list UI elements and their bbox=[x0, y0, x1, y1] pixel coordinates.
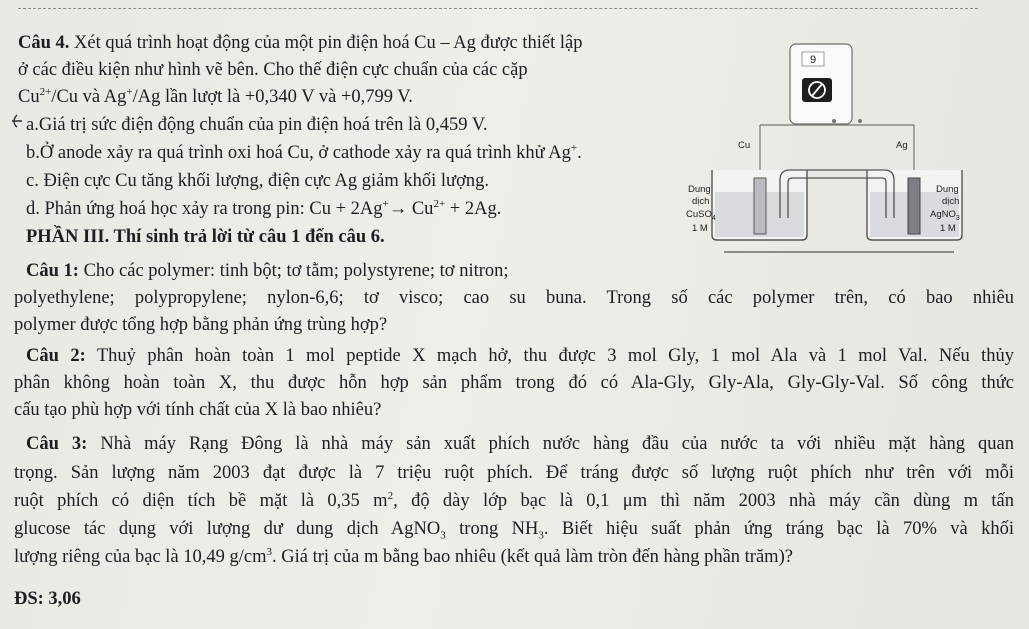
q2-line-3 bbox=[14, 398, 381, 422]
q2-text-1: Thuỷ phân hoàn toàn 1 mol peptide X mạch hở, thu được 3 mol Gly, 1 mol Ala và 1 mol Val. Nếu thủy bbox=[96, 346, 1015, 366]
voltmeter-symbol: 9 bbox=[810, 54, 817, 66]
q1-line-2 bbox=[14, 286, 1014, 310]
q4-text-2: ở các điều kiện như hình vẽ bên. Cho thế điện cực chuẩn của các cặp bbox=[18, 60, 528, 80]
answer bbox=[14, 587, 81, 611]
q4-option-d-end: + 2Ag. bbox=[445, 199, 502, 219]
q3-text-5a: lượng riêng của bạc là 10,49 g/cm bbox=[14, 547, 267, 567]
q1-label: Câu 1: bbox=[26, 261, 79, 281]
q4-couple2-sup: + bbox=[126, 85, 133, 98]
right-solution-label-4: 1 M bbox=[940, 223, 956, 234]
q3-text-2: trọng. Sản lượng năm 2003 đạt được là 7 triệu ruột phích. Để tráng được số lượng ruột phích như trên với mỗi bbox=[14, 463, 1014, 483]
q3-label: Câu 3: bbox=[26, 434, 88, 454]
right-solution-label-1: Dung bbox=[936, 184, 959, 195]
q4-text-3: /Ag lần lượt là +0,340 V và +0,799 V. bbox=[132, 87, 413, 107]
right-solution-subscript: 3 bbox=[955, 215, 960, 222]
q3-text-4a: glucose tác dụng với lượng dư dung dịch AgNO bbox=[14, 519, 441, 539]
right-solution-label-2: dịch bbox=[942, 196, 960, 207]
ag-electrode bbox=[908, 178, 920, 234]
q3-line-5 bbox=[14, 545, 793, 569]
q4-label: Câu 4. bbox=[18, 33, 70, 53]
q3-text-5b: . Giá trị của m bằng bao nhiêu (kết quả làm tròn đến hàng phần trăm)? bbox=[272, 547, 793, 567]
q3-text-1: Nhà máy Rạng Đông là nhà máy sản xuất phích nước hàng đầu của nước ta với nhiều mặt hàng quan bbox=[100, 434, 1015, 454]
q4-option-d-mid: Cu bbox=[407, 199, 434, 219]
q4-option-b bbox=[26, 141, 582, 165]
right-solution-formula: AgNO bbox=[930, 209, 956, 220]
left-solution-label-3 bbox=[686, 209, 716, 222]
cu-electrode bbox=[754, 178, 766, 234]
q2-label: Câu 2: bbox=[26, 346, 86, 366]
top-dashed-rule bbox=[18, 8, 978, 9]
q3-line-4 bbox=[14, 517, 1014, 541]
q2-line-2 bbox=[14, 371, 1014, 395]
q3-text-5-sup: 3 bbox=[266, 545, 273, 558]
galvanic-cell-diagram bbox=[684, 30, 984, 262]
q3-line-1 bbox=[26, 432, 1014, 456]
q4-couple1: Cu bbox=[18, 87, 40, 107]
q4-option-a-text: a.Giá trị sức điện động chuẩn của pin điện hoá trên là 0,459 V. bbox=[26, 115, 488, 135]
q4-option-b-end: . bbox=[577, 143, 582, 163]
q4-option-b-sup: + bbox=[570, 141, 578, 154]
q1-text-2: polyethylene; polypropylene; nylon-6,6; tơ visco; cao su buna. Trong số các polymer trên, có bao nhiêu bbox=[14, 288, 1014, 308]
wire-node-1 bbox=[832, 119, 836, 123]
q4-line-1 bbox=[18, 31, 582, 55]
q4-couple1-rest: /Cu và Ag bbox=[51, 87, 127, 107]
q4-option-c bbox=[26, 169, 489, 193]
left-solution-label-2: dịch bbox=[692, 196, 710, 207]
q3-line-2 bbox=[14, 461, 1014, 485]
q3-text-4b: trong NH bbox=[445, 519, 539, 539]
q2-text-3: cấu tạo phù hợp với tính chất của X là bao nhiêu? bbox=[14, 400, 382, 420]
q1-line-1 bbox=[26, 259, 509, 283]
part-3-heading bbox=[26, 225, 385, 249]
pen-mark-icon bbox=[10, 113, 24, 129]
q3-text-4c: . Biết hiệu suất phản ứng tráng bạc là 70% và khối bbox=[543, 519, 1014, 539]
left-solution-label-4: 1 M bbox=[692, 223, 708, 234]
q2-text-2: phân không hoàn toàn X, thu được hỗn hợp sản phẩm trong đó có Ala-Gly, Gly-Ala, Gly-Gly-Val. Số công thức bbox=[14, 373, 1014, 393]
q4-line-2 bbox=[18, 58, 528, 82]
q3-text-3b: , độ dày lớp bạc là 0,1 μm thì năm 2003 nhà máy cần dùng m tấn bbox=[393, 491, 1015, 511]
left-solution-subscript: 4 bbox=[711, 215, 716, 222]
q4-option-d-sup1: + bbox=[382, 197, 389, 210]
wire-node-2 bbox=[858, 119, 862, 123]
answer-text: ĐS: 3,06 bbox=[14, 589, 81, 609]
q4-option-d-text: d. Phản ứng hoá học xảy ra trong pin: Cu + 2Ag bbox=[26, 199, 383, 219]
q4-option-a bbox=[26, 113, 487, 137]
q1-text-3: polymer được tổng hợp bằng phản ứng trùng hợp? bbox=[14, 315, 388, 335]
q2-line-1 bbox=[26, 344, 1014, 368]
q4-couple1-sup: 2+ bbox=[39, 85, 52, 98]
q3-text-3a: ruột phích có diện tích bề mặt là 0,35 m bbox=[14, 491, 388, 511]
left-solution-label-1: Dung bbox=[688, 184, 711, 195]
ag-electrode-label: Ag bbox=[896, 140, 908, 151]
q3-text-4-sub2: 3 bbox=[538, 529, 544, 542]
q4-line-3 bbox=[18, 85, 413, 109]
q1-line-3 bbox=[14, 313, 387, 337]
cu-electrode-label: Cu bbox=[738, 140, 751, 151]
q4-option-d bbox=[26, 197, 501, 221]
q3-text-4-sub1: 3 bbox=[440, 529, 446, 542]
q4-option-c-text: c. Điện cực Cu tăng khối lượng, điện cực Ag giảm khối lượng. bbox=[26, 171, 489, 191]
q1-text-1: Cho các polymer: tinh bột; tơ tằm; polystyrene; tơ nitron; bbox=[83, 261, 509, 281]
q3-text-3-sup: 2 bbox=[387, 489, 394, 502]
reaction-arrow-icon: → bbox=[388, 199, 408, 219]
q4-option-b-text: b.Ở anode xảy ra quá trình oxi hoá Cu, ở cathode xảy ra quá trình khử Ag bbox=[26, 143, 571, 163]
q4-option-d-sup2: 2+ bbox=[433, 197, 446, 210]
q3-line-3 bbox=[14, 489, 1014, 513]
left-solution-formula: CuSO bbox=[686, 209, 712, 220]
part-3-heading-text: PHẦN III. Thí sinh trả lời từ câu 1 đến câu 6. bbox=[26, 227, 385, 247]
q4-text-1: Xét quá trình hoạt động của một pin điện hoá Cu – Ag được thiết lập bbox=[74, 33, 583, 53]
